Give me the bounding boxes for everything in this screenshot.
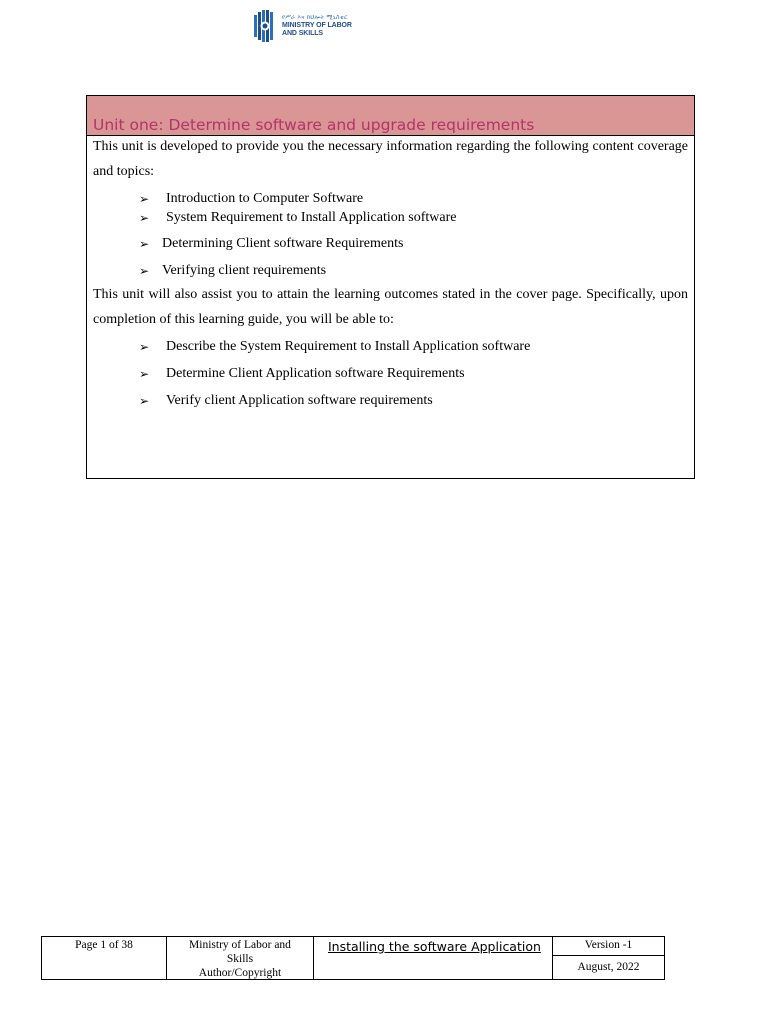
outcome-text: Determine Client Application software Requirements <box>166 366 465 381</box>
unit-intro-paragraph: This unit is developed to provide you the necessary information regarding the following content coverage and topics: <box>93 139 688 179</box>
bullet-arrow-icon: ➢ <box>139 367 150 381</box>
list-item <box>93 392 688 412</box>
logo-line-1: MINISTRY OF LABOR <box>282 22 352 29</box>
outcomes-list <box>93 338 688 412</box>
topic-text: Determining Client software Requirements <box>162 236 404 251</box>
unit-body <box>87 134 694 412</box>
unit-header <box>87 96 694 136</box>
logo-text <box>282 14 352 38</box>
logo-line-2: AND SKILLS <box>282 30 324 37</box>
footer-page-number: Page 1 of 38 <box>42 937 167 979</box>
footer-version-cell <box>553 937 664 979</box>
bullet-arrow-icon: ➢ <box>139 211 150 225</box>
footer-document-title <box>314 937 553 979</box>
footer-title-text: Installing the software Application <box>328 939 541 954</box>
footer-version: Version -1 <box>553 937 664 956</box>
outcome-text: Verify client Application software requirements <box>166 393 433 408</box>
logo-amharic-text: የሥራ እና ክህሎት ሚኒስቴር <box>282 15 348 21</box>
ministry-emblem-icon <box>253 9 277 43</box>
topic-text: System Requirement to Install Application software <box>166 210 457 225</box>
page-footer <box>41 936 665 980</box>
list-item <box>93 190 688 209</box>
topic-text: Introduction to Computer Software <box>166 191 364 206</box>
bullet-arrow-icon: ➢ <box>139 394 150 408</box>
topic-text: Verifying client requirements <box>162 263 327 278</box>
list-item <box>93 262 688 282</box>
list-item <box>93 235 688 262</box>
list-item <box>93 365 688 392</box>
footer-org-line-1: Ministry of Labor and <box>189 939 291 951</box>
list-item <box>93 338 688 365</box>
unit-box <box>86 95 695 479</box>
footer-org-line-2: Skills <box>226 953 254 965</box>
bullet-arrow-icon: ➢ <box>139 264 150 278</box>
footer-date: August, 2022 <box>577 961 640 973</box>
footer-organization <box>167 937 314 979</box>
footer-org-line-3: Author/Copyright <box>198 967 282 979</box>
outcome-text: Describe the System Requirement to Install Application software <box>166 339 531 354</box>
bullet-arrow-icon: ➢ <box>139 340 150 354</box>
ministry-logo <box>253 8 353 44</box>
bullet-arrow-icon: ➢ <box>139 237 150 251</box>
list-item <box>93 209 688 235</box>
unit-title: Unit one: Determine software and upgrade requirements <box>93 116 535 134</box>
bullet-arrow-icon: ➢ <box>139 192 150 206</box>
outcomes-intro-paragraph: This unit will also assist you to attain the learning outcomes stated in the cover page. Specifically, upon completion of this learning guide, you will be able to: <box>93 287 688 327</box>
topics-list <box>93 190 688 282</box>
